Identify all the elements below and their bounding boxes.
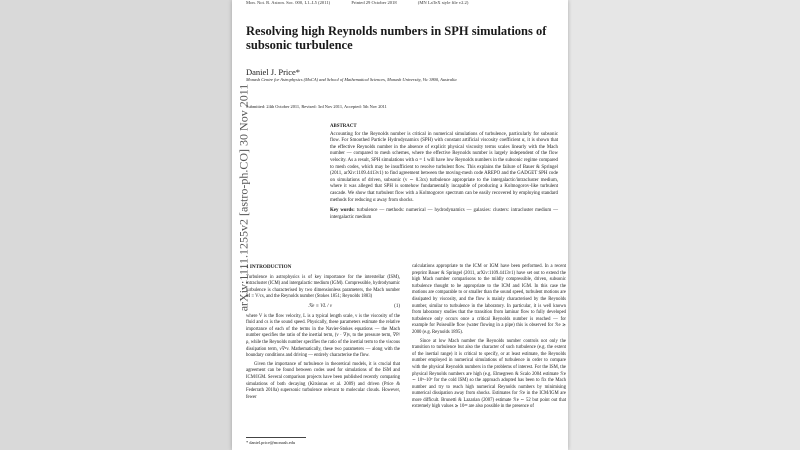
- intro-paragraph-1: Turbulence in astrophysics is of key importance for the interstellar (ISM), intracluster (ICM) and intergalactic medium (IGM). Compressible, hydrodynamic turbulence is characterised by two dimensionless parameters, the Mach number M ≡ V/cs, and the Reynolds number (Stokes 1851; Reynolds 1883): [246, 274, 400, 300]
- intro-paragraph-3: Given the importance of turbulence in theoretical models, it is crucial that agreement can be found between codes used for simulations of the ISM and ICM/IGM. Several comparison projects have been published recently comparing simulations of both decaying (Kitsionas et al. 2009) and driven (Price & Federrath 2010a) supersonic turbulence relevant to molecular clouds. However, fewer: [246, 361, 400, 400]
- arxiv-stamp: [232, 70, 251, 330]
- running-header: [246, 0, 566, 5]
- viewer-background: [568, 0, 800, 450]
- abstract-text: Accounting for the Reynolds number is critical in numerical simulations of turbulence, particularly for subsonic flow. For Smoothed Particle Hydrodynamics (SPH) with constant artificial viscosity coefficient α, it is shown that the effective Reynolds number in the absence of explicit physical viscosity terms scales linearly with the Mach number — compared to mesh schemes, where the effective Reynolds number is largely independent of the flow velocity. As a result, SPH simulations with α = 1 will have low Reynolds numbers in the subsonic regime compared to mesh codes, which may be insufficient to resolve turbulent flow. This explains the failure of Bauer & Springel (2011, arXiv:1109.4413v1) to find agreement between the moving-mesh code AREPO and the GADGET SPH code on simulations of driven, subsonic (v ∼ 0.3cs) turbulence appropriate to the intergalactic/intracluster medium, where it was alleged that SPH is somehow fundamentally incapable of producing a Kolmogorov-like turbulent cascade. We show that turbulent flow with a Kolmogorov spectrum can be easily recovered by employing standard methods for reducing α away from shocks.: [330, 131, 558, 203]
- author-affiliation: Monash Centre for Astrophysics (MoCA) and School of Mathematical Sciences, Monash University, Vic 3800, Australia: [246, 77, 457, 82]
- footnote-email: * daniel.price@monash.edu: [246, 440, 296, 445]
- intro-paragraph-2: where V is the flow velocity, L is a typical length scale, ν is the viscosity of the fluid and cs is the sound speed. Physically, these parameters estimate the relative importance of each of the terms in the Navier-Stokes equations — the Mach number specifies the ratio of the inertial term, (v · ∇)v, to the pressure term, ∇P/ρ, while the Reynolds number specifies the ratio of the inertial term to the viscous dissipation term, ν∇²v. Mathematically, these two parameters — along with the boundary conditions and driving — entirely characterise the flow.: [246, 313, 400, 359]
- style-file-note: (MN LaTeX style file v2.2): [417, 0, 469, 5]
- column-left: [246, 264, 400, 403]
- pdf-page: [232, 0, 568, 450]
- equation-body: ℛe ≡ VL / ν: [308, 303, 333, 309]
- footnote-rule: [246, 437, 306, 438]
- abstract-heading: ABSTRACT: [330, 124, 357, 129]
- arxiv-stamp-text: arXiv:1111.1255v2 [astro-ph.CO] 30 Nov 2011: [236, 83, 251, 312]
- keywords-list: turbulence — methods: numerical — hydrodynamics — galaxies: clusters: intracluster medium — intergalactic medium: [330, 208, 559, 220]
- intro-paragraph-4: calculations appropriate to the ICM or IGM have been performed. In a recent preprint Bauer & Springel (2011, arXiv:1109.4413v1) have set out to extend the high Mach number comparisons to the mildly compressible, driven, subsonic turbulence thought to be appropriate to the ICM and IGM. In this case the motions are comparable to or smaller than the sound speed, turbulent motions are dissipated by viscosity, and the flow is mainly characterised by the Reynolds number, similar to turbulence in the laboratory. In particular, it is well known from laboratory studies that the transition from laminar flow to fully developed turbulence only occurs once a critical Reynolds number is reached — for example for Poiseuille flow (water flowing in a pipe) this is observed for ℛe ≳ 2000 (e.g. Reynolds 1895).: [412, 264, 566, 335]
- submission-dates: Submitted: 24th October 2011, Revised: 3rd Nov 2011, Accepted: 5th Nov 2011: [246, 104, 387, 109]
- equation-number: (1): [394, 303, 400, 309]
- abstract-block: [330, 124, 558, 221]
- printed-date: Printed 29 October 2018: [351, 0, 397, 5]
- author-name: Daniel J. Price*: [246, 67, 301, 77]
- equation-1: [246, 304, 400, 311]
- column-right: [412, 264, 566, 413]
- keywords: [330, 208, 558, 221]
- journal-citation: Mon. Not. R. Astron. Soc. 000, L1–L5 (2011): [246, 0, 331, 5]
- paper-title: Resolving high Reynolds numbers in SPH simulations of subsonic turbulence: [246, 24, 547, 52]
- section-heading: 1 INTRODUCTION: [246, 264, 292, 270]
- keywords-label: Key words:: [330, 208, 355, 214]
- intro-paragraph-5: Since at low Mach number the Reynolds number controls not only the transition to turbulence but also the character of such turbulence (e.g. the extent of the inertial range) it is critical to specify, or at least estimate, the Reynolds number employed in numerical simulations of turbulence in order to compare with the physical Reynolds numbers in the problems of interest. For the ISM, the physical Reynolds numbers are high (e.g. Elmegreen & Scalo 2004 estimate ℛe ∼ 10⁵–10⁷ for the cold ISM) so the approach adopted has been to fix the Mach number and try to reach high numerical Reynolds numbers by minimising numerical dissipation away from shocks. Estimates for ℛe in the ICM/IGM are more difficult. Brunetti & Lazarian (2007) estimate ℛe ∼ 52 but point out that extremely high values ≳ 10²⁹ are also possible in the presence of: [412, 338, 566, 410]
